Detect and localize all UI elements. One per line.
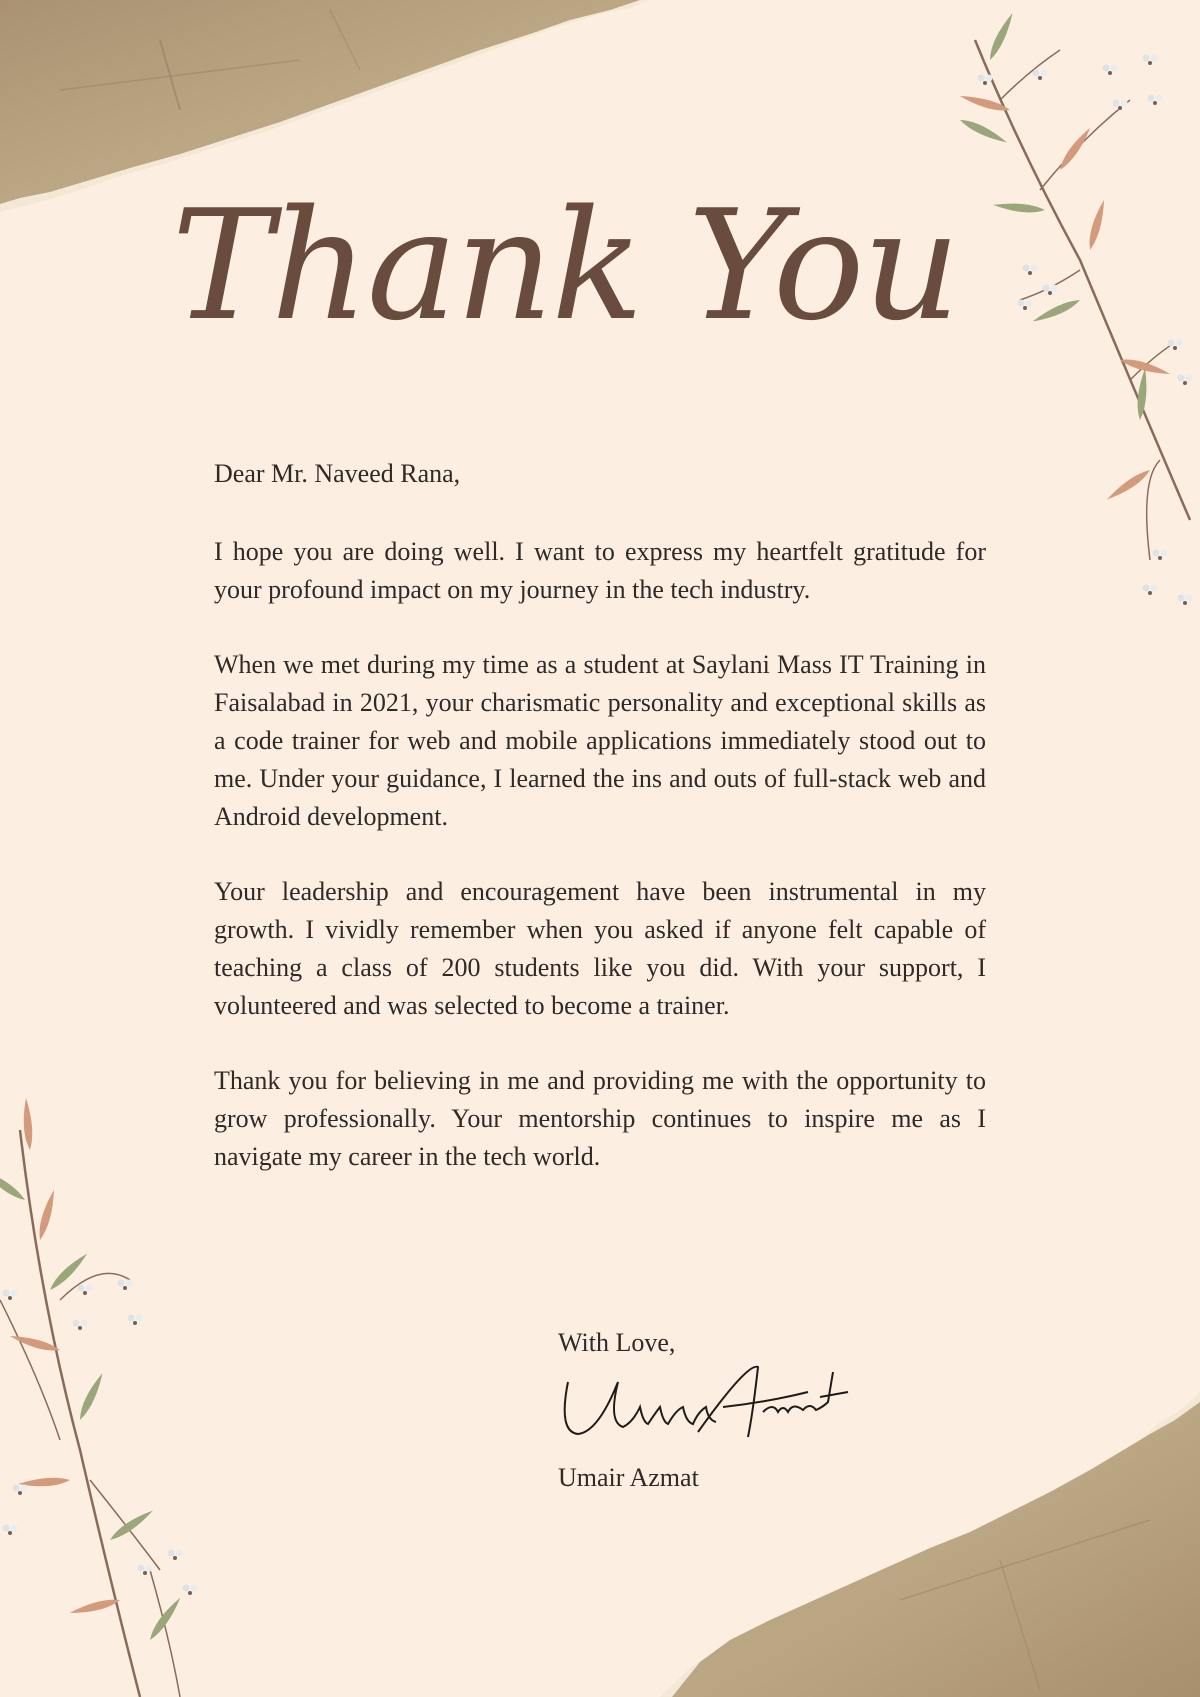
signature-icon bbox=[548, 1352, 878, 1452]
paragraph-growth: Your leadership and encouragement have been instrumental in my growth. I vividly remember when you asked if anyone felt capable of teaching a class of 200 students like you did. With your support, I volunteered and was selected to become a trainer. bbox=[214, 877, 986, 1020]
greeting: Dear Mr. Naveed Rana, bbox=[214, 459, 461, 488]
paragraph-thanks: Thank you for believing in me and providing me with the opportunity to grow professionally. Your mentorship continues to inspire me as I navigate my career in the tech world. bbox=[214, 1066, 986, 1171]
paragraph-meeting: When we met during my time as a student at Saylani Mass IT Training in Faisalabad in 2021, your charismatic personality and exceptional skills as a code trainer for web and mobile applications immediately stood out to me. Under your guidance, I learned the ins and outs of full-stack web and Android development. bbox=[214, 650, 986, 831]
letter-body bbox=[214, 455, 986, 1213]
paragraph-intro: I hope you are doing well. I want to express my heartfelt gratitude for your profound impact on my journey in the tech industry. bbox=[214, 537, 986, 604]
sender-name: Umair Azmat bbox=[558, 1463, 699, 1492]
closing: With Love, bbox=[558, 1328, 676, 1357]
page-title: Thank You bbox=[171, 177, 959, 354]
floral-sprig-bottom-left bbox=[0, 1098, 197, 1697]
